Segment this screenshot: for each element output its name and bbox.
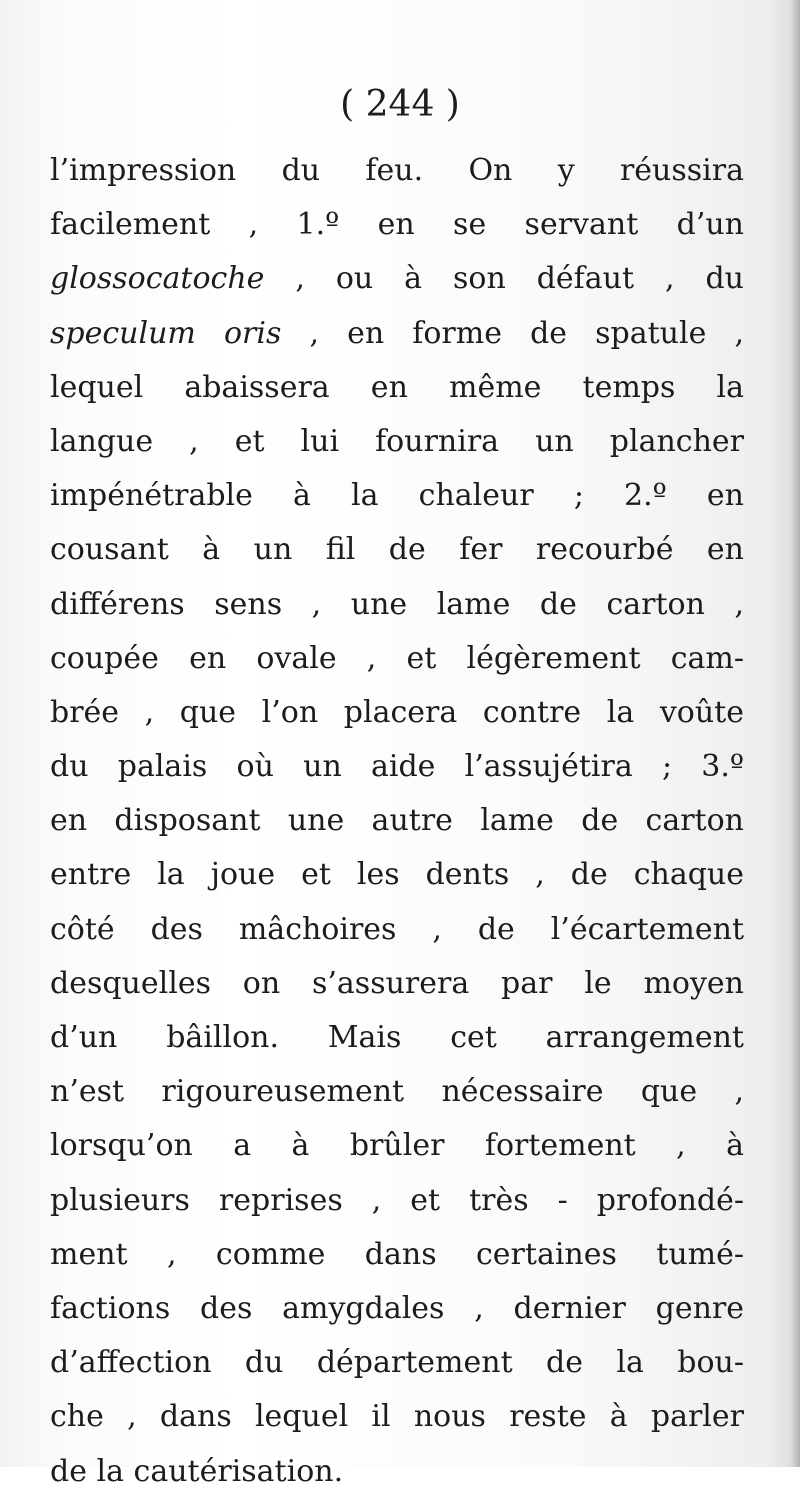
text-line <box>50 144 744 198</box>
text-segment: en disposant une autre lame de carton <box>50 803 744 839</box>
text-line <box>50 361 744 415</box>
text-segment: ment , comme dans certaines tumé- <box>50 1236 744 1272</box>
text-segment: n’est rigoureusement nécessaire que , <box>50 1074 744 1110</box>
text-line <box>50 1228 744 1282</box>
text-segment: lequel abaissera en même temps la <box>50 369 744 405</box>
text-line <box>50 1174 744 1228</box>
text-segment: factions des amygdales , dernier genre <box>50 1290 744 1326</box>
text-line <box>50 686 744 740</box>
text-line <box>50 1119 744 1173</box>
text-segment: l’impression du feu. On y réussira <box>50 153 744 188</box>
text-line <box>50 957 744 1011</box>
text-line <box>50 469 744 523</box>
text-segment: facilement , 1.º en se servant d’un <box>50 207 744 243</box>
text-segment: , ou à son défaut , du <box>264 261 744 297</box>
text-line <box>50 1282 744 1336</box>
text-line <box>50 307 744 361</box>
text-line <box>50 1336 744 1390</box>
text-segment: coupée en ovale , et légèrement cam- <box>50 640 744 676</box>
text-line <box>50 794 744 848</box>
text-line <box>50 415 744 469</box>
text-segment: d’affection du département de la bou- <box>50 1345 744 1381</box>
text-segment: plusieurs reprises , et très - profondé- <box>50 1182 744 1218</box>
text-line <box>50 740 744 794</box>
body-text <box>50 144 744 1499</box>
text-segment: desquelles on s’assurera par le moyen <box>50 965 744 1001</box>
text-segment: de la cautérisation. <box>50 1453 344 1489</box>
italic-term: speculum oris <box>50 315 282 351</box>
text-segment: impénétrable à la chaleur ; 2.º en <box>50 478 744 514</box>
text-segment: lorsqu’on a à brûler fortement , à <box>50 1128 744 1164</box>
text-segment: différens sens , une lame de carton , <box>50 586 744 622</box>
text-segment: cousant à un fil de fer recourbé en <box>50 532 744 568</box>
text-segment: che , dans lequel il nous reste à parler <box>50 1399 744 1435</box>
text-segment: , en forme de spatule , <box>281 315 744 351</box>
text-segment: langue , et lui fournira un plancher <box>50 423 744 459</box>
text-segment: d’un bâillon. Mais cet arrangement <box>50 1020 744 1055</box>
text-line <box>50 1445 744 1499</box>
text-segment: du palais où un aide l’assujétira ; 3.º <box>50 749 744 785</box>
text-line <box>50 252 744 306</box>
text-line <box>50 578 744 632</box>
text-line <box>50 523 744 577</box>
text-line <box>50 1390 744 1444</box>
text-line <box>50 198 744 252</box>
page-edge-shadow <box>790 0 800 1467</box>
text-line <box>50 1065 744 1119</box>
text-line <box>50 848 744 902</box>
italic-term: glossocatoche <box>50 261 265 297</box>
text-segment: brée , que l’on placera contre la voûte <box>50 694 744 730</box>
text-line <box>50 903 744 957</box>
text-segment: côté des mâchoires , de l’écartement <box>50 911 744 947</box>
text-segment: entre la joue et les dents , de chaque <box>50 857 744 893</box>
page-number: ( 244 ) <box>340 84 460 125</box>
text-line <box>50 632 744 686</box>
text-line <box>50 1011 744 1065</box>
